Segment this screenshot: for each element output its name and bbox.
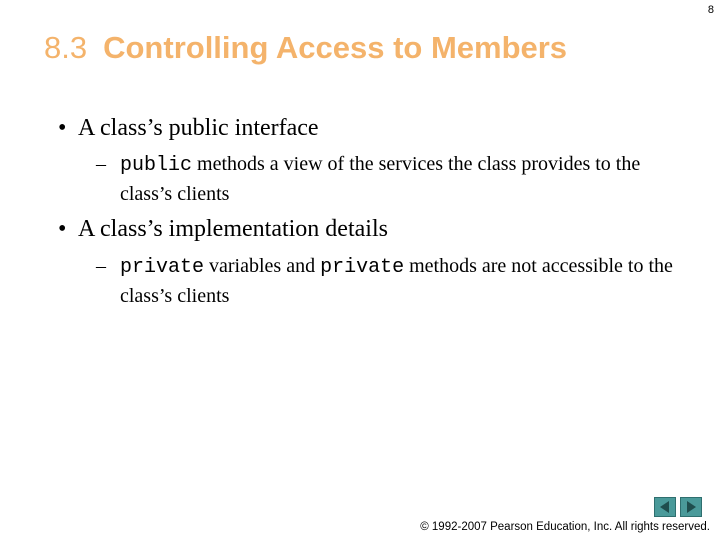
code-keyword: public [120,154,193,177]
bullet-text: A class’s implementation details [78,216,388,242]
slide-title [44,30,567,66]
copyright-footer [420,521,710,533]
dash-icon: – [96,255,106,277]
sub-bullet-item [96,252,686,310]
sub-text-segment: methods a view of the services the class provides to the class’s clients [120,153,641,205]
sub-bullet-item [96,150,686,208]
code-keyword: private [320,256,405,279]
sub-text-segment: methods are not accessible to the class’s clients [120,255,673,307]
title-text: Controlling Access to Members [103,30,568,65]
section-number: 8.3 [44,30,88,65]
next-slide-button[interactable] [680,497,702,517]
bullet-item [58,114,319,142]
bullet-item [58,215,388,243]
left-arrow-icon [658,500,672,514]
code-keyword: private [120,256,205,279]
bullet-icon: • [58,115,67,141]
slide-navigation [654,497,702,517]
sub-text-segment: variables and [204,255,321,277]
bullet-icon: • [58,216,67,242]
sub-bullet-text [120,150,686,208]
copyright-icon: © [420,521,429,533]
copyright-text: 1992-2007 Pearson Education, Inc. All rights reserved. [428,521,710,533]
previous-slide-button[interactable] [654,497,676,517]
slide-number: 8 [707,4,714,16]
sub-bullet-text [120,252,686,310]
bullet-text: A class’s public interface [78,115,319,141]
right-arrow-icon [684,500,698,514]
dash-icon: – [96,153,106,175]
